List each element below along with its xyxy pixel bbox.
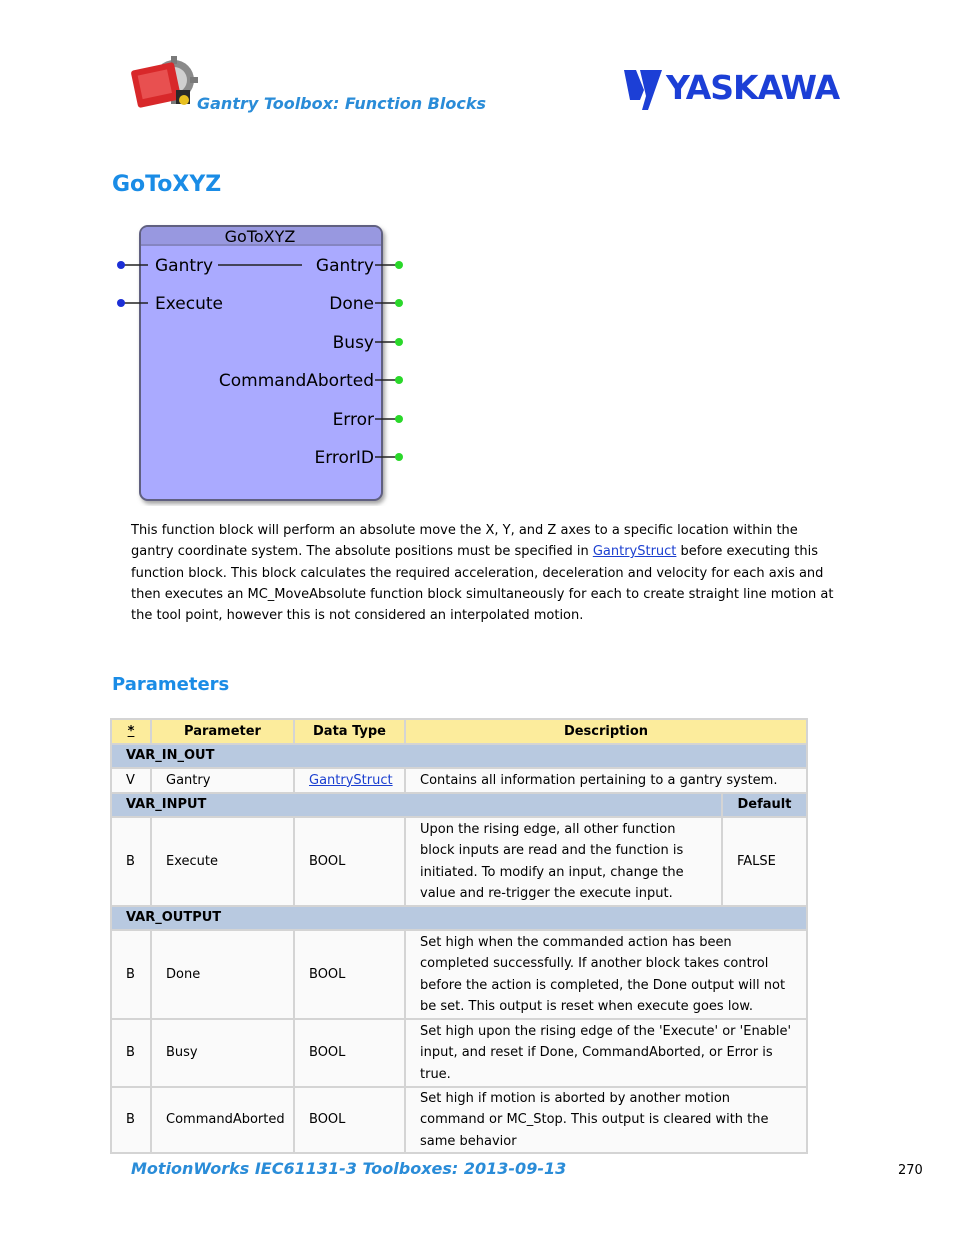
table-row: V Gantry GantryStruct Contains all information pertaining to a gantry system. — [111, 768, 807, 793]
intro-paragraph: This function block will perform an absolute move the X, Y, and Z axes to a specific location within the gantry coordinate system. The absolute positions must be specified in GantryStruct before executing this function block. This block calculates the required acceleration, deceleration and velocity for each axis and then executes an MC_MoveAbsolute function block simultaneously for each to create straight line motion at the tool point, however this is not considered an interpolated motion. — [131, 523, 834, 624]
fb-output-errorid — [314, 448, 403, 468]
gantrystruct-link[interactable]: GantryStruct — [592, 544, 677, 560]
table-row: B Done BOOL Set high when the commanded action has been completed successfully. If another block takes control before the action is completed, the Done output will not be set. This output is reset when execute goes low. — [111, 930, 807, 1019]
svg-text:ErrorID: ErrorID — [314, 448, 374, 468]
parameters-table — [110, 718, 808, 1154]
function-block-diagram — [112, 222, 412, 506]
svg-text:Error: Error — [332, 410, 374, 430]
group-var-input: VAR_INPUT Default — [111, 793, 807, 817]
svg-text:Done: Done — [329, 294, 374, 314]
yaskawa-logo — [622, 66, 844, 112]
table-row: B Busy BOOL Set high upon the rising edge of the 'Execute' or 'Enable' input, and reset if Done, CommandAborted, or Error is true. — [111, 1019, 807, 1087]
header-parameter: Parameter — [151, 719, 294, 744]
toolbox-gear-icon — [130, 56, 198, 112]
fb-input-label: Execute — [155, 294, 223, 314]
header-data-type: Data Type — [294, 719, 405, 744]
table-row: B Execute BOOL Upon the rising edge, all other function block inputs are read and the function is initiated. To modify an input, change the value and re-trigger the execute input. FALSE — [111, 817, 807, 906]
parameters-heading: Parameters — [112, 674, 230, 695]
header-star: * — [111, 719, 151, 744]
group-var-in-out: VAR_IN_OUT — [111, 744, 807, 768]
group-var-output: VAR_OUTPUT — [111, 906, 807, 930]
gantrystruct-type-link[interactable]: GantryStruct — [309, 772, 393, 788]
fb-input-execute — [117, 294, 223, 314]
svg-text:CommandAborted: CommandAborted — [218, 371, 374, 391]
header-default: Default — [722, 793, 807, 817]
page-title: GoToXYZ — [112, 172, 222, 197]
brand-logo-text: YASKAWA — [666, 68, 840, 107]
header-description: Description — [405, 719, 807, 744]
footer-title: MotionWorks IEC61131-3 Toolboxes: 2013-09-13 — [131, 1159, 567, 1178]
header-section-title: Gantry Toolbox: Function Blocks — [197, 94, 486, 113]
svg-text:Busy: Busy — [332, 333, 374, 353]
page-number: 270 — [898, 1163, 923, 1178]
fb-input-label: Gantry — [155, 256, 214, 276]
table-row: B CommandAborted BOOL Set high if motion is aborted by another motion command or MC_Stop. This output is cleared with the same behavior — [111, 1087, 807, 1153]
fb-output-gantry — [316, 256, 403, 276]
svg-text:Gantry: Gantry — [315, 256, 374, 276]
fb-name: GoToXYZ — [224, 227, 296, 246]
fb-output-busy — [333, 333, 403, 353]
fb-output-done — [329, 294, 403, 314]
fb-output-error — [333, 410, 403, 430]
